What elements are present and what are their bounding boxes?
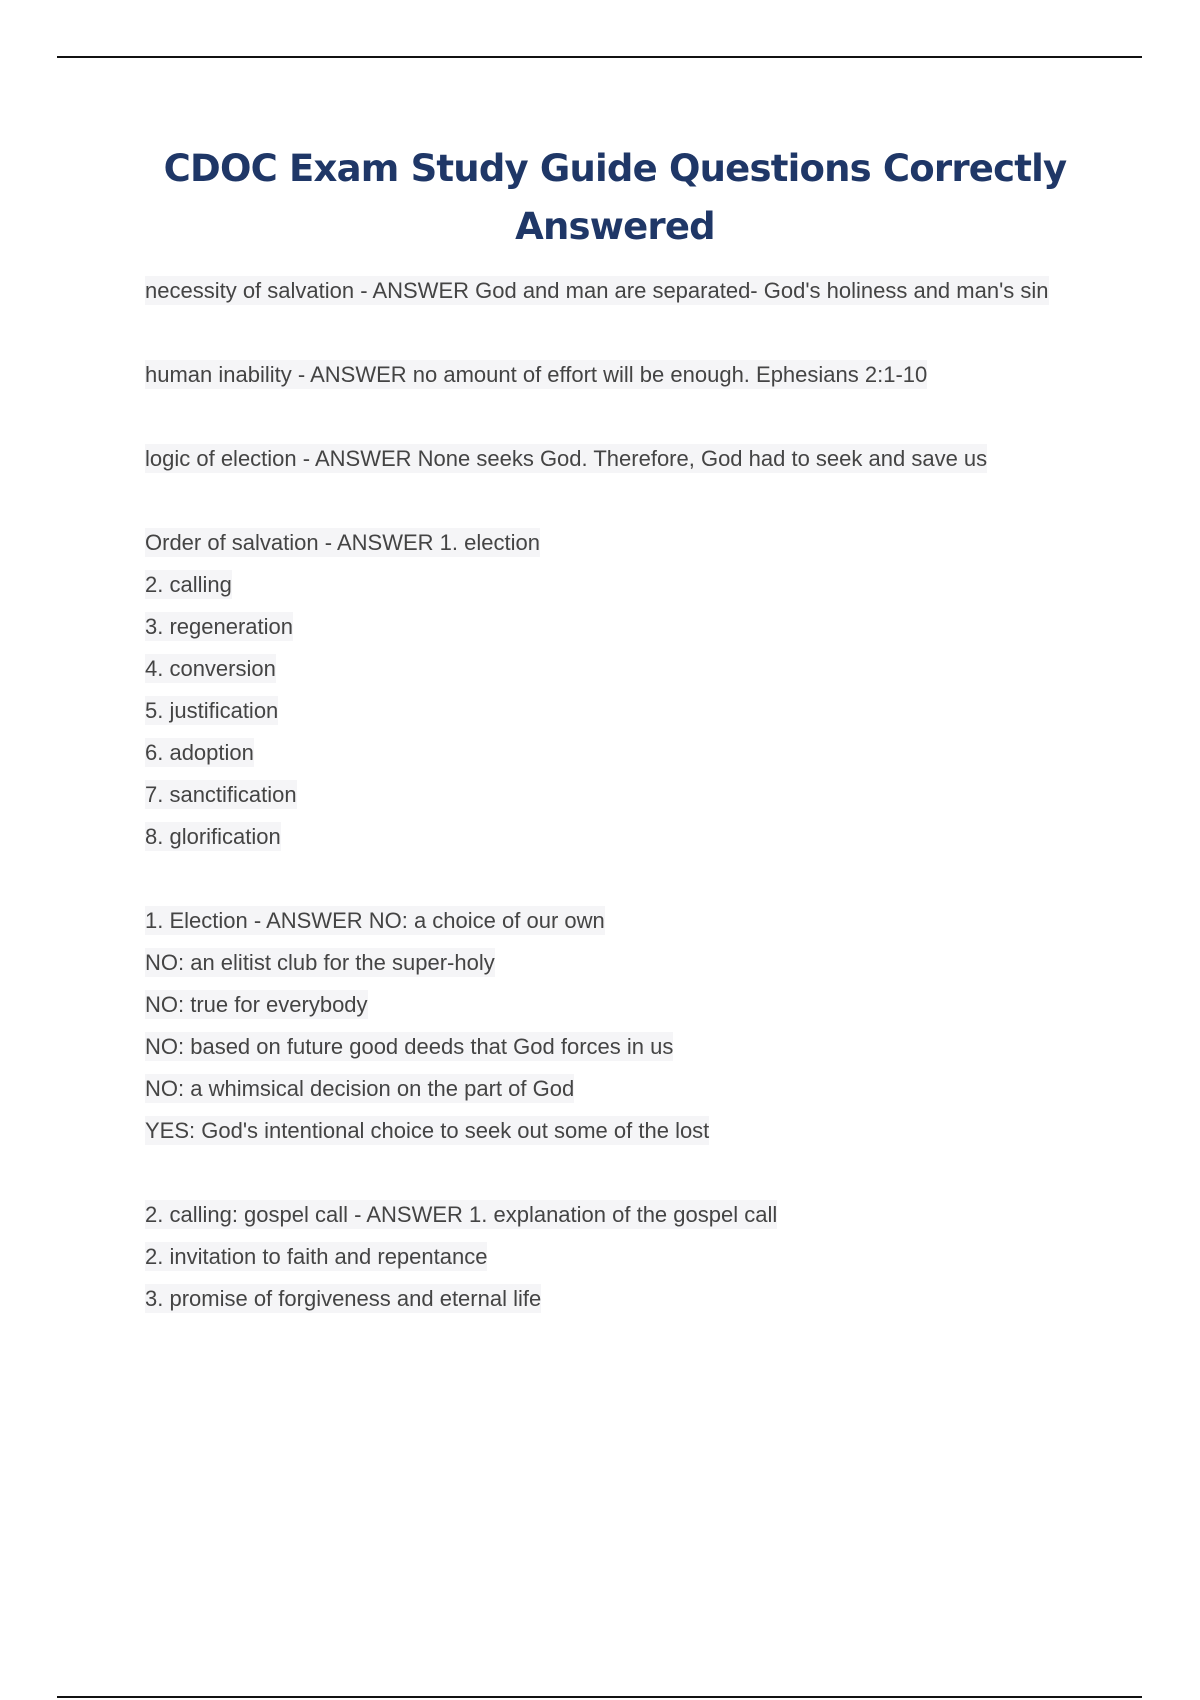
- page-title: CDOC Exam Study Guide Questions Correctly Answered: [163, 147, 1067, 248]
- qa-line: 2. invitation to faith and repentance: [145, 1244, 488, 1269]
- qa-line: NO: true for everybody: [145, 992, 368, 1017]
- qa-line: 6. adoption: [145, 740, 254, 765]
- qa-entry: [145, 900, 1085, 1152]
- qa-line: YES: God's intentional choice to seek out some of the lost: [145, 1118, 710, 1143]
- qa-line: NO: a whimsical decision on the part of God: [145, 1076, 575, 1101]
- qa-line: 3. regeneration: [145, 614, 293, 639]
- bottom-rule: [57, 1696, 1142, 1698]
- qa-entry: [145, 354, 1085, 396]
- qa-line: 2. calling: gospel call - ANSWER 1. explanation of the gospel call: [145, 1202, 778, 1227]
- qa-line: necessity of salvation - ANSWER God and man are separated- God's holiness and man's sin: [145, 278, 1049, 303]
- qa-entry: [145, 1194, 1085, 1320]
- qa-line: 4. conversion: [145, 656, 276, 681]
- qa-entry: [145, 522, 1085, 858]
- document-body: [145, 270, 1085, 1362]
- qa-line: human inability - ANSWER no amount of effort will be enough. Ephesians 2:1-10: [145, 362, 928, 387]
- qa-line: Order of salvation - ANSWER 1. election: [145, 530, 540, 555]
- qa-line: NO: an elitist club for the super-holy: [145, 950, 495, 975]
- qa-entry: [145, 270, 1085, 312]
- qa-line: logic of election - ANSWER None seeks God. Therefore, God had to seek and save us: [145, 446, 988, 471]
- qa-line: NO: based on future good deeds that God forces in us: [145, 1034, 674, 1059]
- qa-entry: [145, 438, 1085, 480]
- qa-line: 1. Election - ANSWER NO: a choice of our own: [145, 908, 605, 933]
- qa-line: 2. calling: [145, 572, 232, 597]
- top-rule: [57, 56, 1142, 58]
- qa-line: 7. sanctification: [145, 782, 297, 807]
- qa-line: 5. justification: [145, 698, 279, 723]
- qa-line: 3. promise of forgiveness and eternal life: [145, 1286, 542, 1311]
- qa-line: 8. glorification: [145, 824, 281, 849]
